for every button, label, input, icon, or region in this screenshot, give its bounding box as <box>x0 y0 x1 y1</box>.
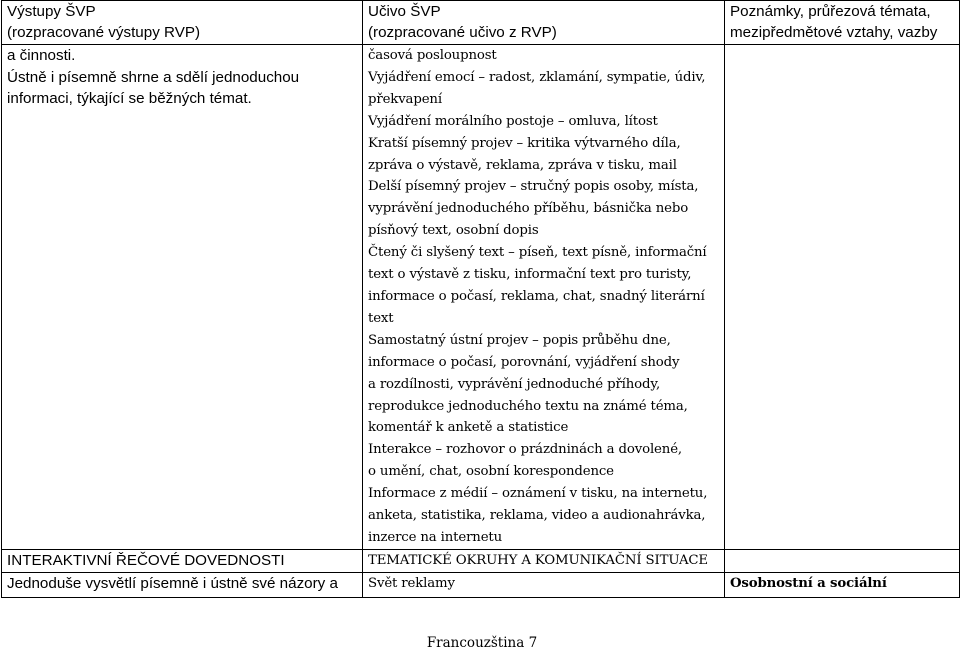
text-line: inzerce na internetu <box>368 529 503 545</box>
table-header-row <box>2 1 960 45</box>
text-line: o umění, chat, osobní korespondence <box>368 464 614 480</box>
curriculum-text <box>368 45 719 549</box>
header-line: Výstupy ŠVP <box>7 3 96 20</box>
text-line: Informace z médií – oznámení v tisku, na internetu, <box>368 486 708 502</box>
curriculum-cell <box>363 45 725 550</box>
text-line: text <box>368 310 394 326</box>
outputs-cell <box>2 45 363 550</box>
header-line: mezipředmětové vztahy, vazby <box>730 24 938 41</box>
header-notes <box>725 1 960 45</box>
text-line: vyprávění jednoduchého příběhu, básnička nebo <box>368 201 689 217</box>
outputs-cell <box>2 572 363 597</box>
text-line: komentář k anketě a statistice <box>368 420 569 436</box>
text-line: text o výstavě z tisku, informační text pro turisty, <box>368 267 692 283</box>
text-line: písňový text, osobní dopis <box>368 223 539 239</box>
text-line: informace o počasí, porovnání, vyjádření shody <box>368 354 680 370</box>
text-line: časová posloupnost <box>368 48 497 63</box>
header-outputs <box>2 1 363 45</box>
page-footer: Francouzština 7 <box>426 635 538 651</box>
notes-cell <box>725 572 960 597</box>
text-line: reprodukce jednoduchého textu na známé téma, <box>368 398 688 414</box>
text-line: a činnosti. <box>7 47 76 64</box>
notes-cell <box>725 549 960 572</box>
curriculum-cell <box>363 572 725 597</box>
text-line: Ústně i písemně shrne a sdělí jednoduchou <box>7 68 300 86</box>
curriculum-text: Svět reklamy <box>368 575 455 591</box>
text-line: Kratší písemný projev – kritika výtvarného díla, <box>368 135 681 151</box>
text-line: Čtený či slyšený text – píseň, text písně, informační <box>368 245 707 261</box>
header-line: Učivo ŠVP <box>368 3 441 20</box>
outputs-text: Jednoduše vysvětlí písemně i ústně své názory a <box>7 574 338 592</box>
table-row <box>2 572 960 597</box>
header-line: (rozpracované učivo z RVP) <box>368 24 557 41</box>
notes-text: Osobnostní a sociální <box>730 575 887 591</box>
text-line: Vyjádření morálního postoje – omluva, lítost <box>368 113 658 129</box>
notes-cell <box>725 45 960 550</box>
text-line: Samostatný ústní projev – popis průběhu dne, <box>368 332 671 348</box>
section-heading: TEMATICKÉ OKRUHY A KOMUNIKAČNÍ SITUACE <box>368 552 708 568</box>
section-heading: INTERAKTIVNÍ ŘEČOVÉ DOVEDNOSTI <box>7 551 285 569</box>
outputs-text <box>7 45 357 110</box>
table-row <box>2 45 960 550</box>
header-line: Poznámky, průřezová témata, <box>730 3 931 20</box>
text-line: zpráva o výstavě, reklama, zpráva v tisku, mail <box>368 157 677 173</box>
header-curriculum <box>363 1 725 45</box>
text-line: Interakce – rozhovor o prázdninách a dovolené, <box>368 442 682 458</box>
text-line: překvapení <box>368 91 442 107</box>
text-line: Vyjádření emocí – radost, zklamání, sympatie, údiv, <box>368 69 706 85</box>
text-line: informace o počasí, reklama, chat, snadný literární <box>368 288 705 304</box>
outputs-cell <box>2 549 363 572</box>
text-line: anketa, statistika, reklama, video a audionahrávka, <box>368 508 706 524</box>
table-row <box>2 549 960 572</box>
curriculum-table <box>1 0 960 598</box>
text-line: Delší písemný projev – stručný popis osoby, místa, <box>368 179 699 195</box>
text-line: informaci, týkající se běžných témat. <box>7 90 252 107</box>
header-line: (rozpracované výstupy RVP) <box>7 24 201 41</box>
curriculum-cell <box>363 549 725 572</box>
text-line: a rozdílnosti, vyprávění jednoduché příhody, <box>368 376 661 392</box>
